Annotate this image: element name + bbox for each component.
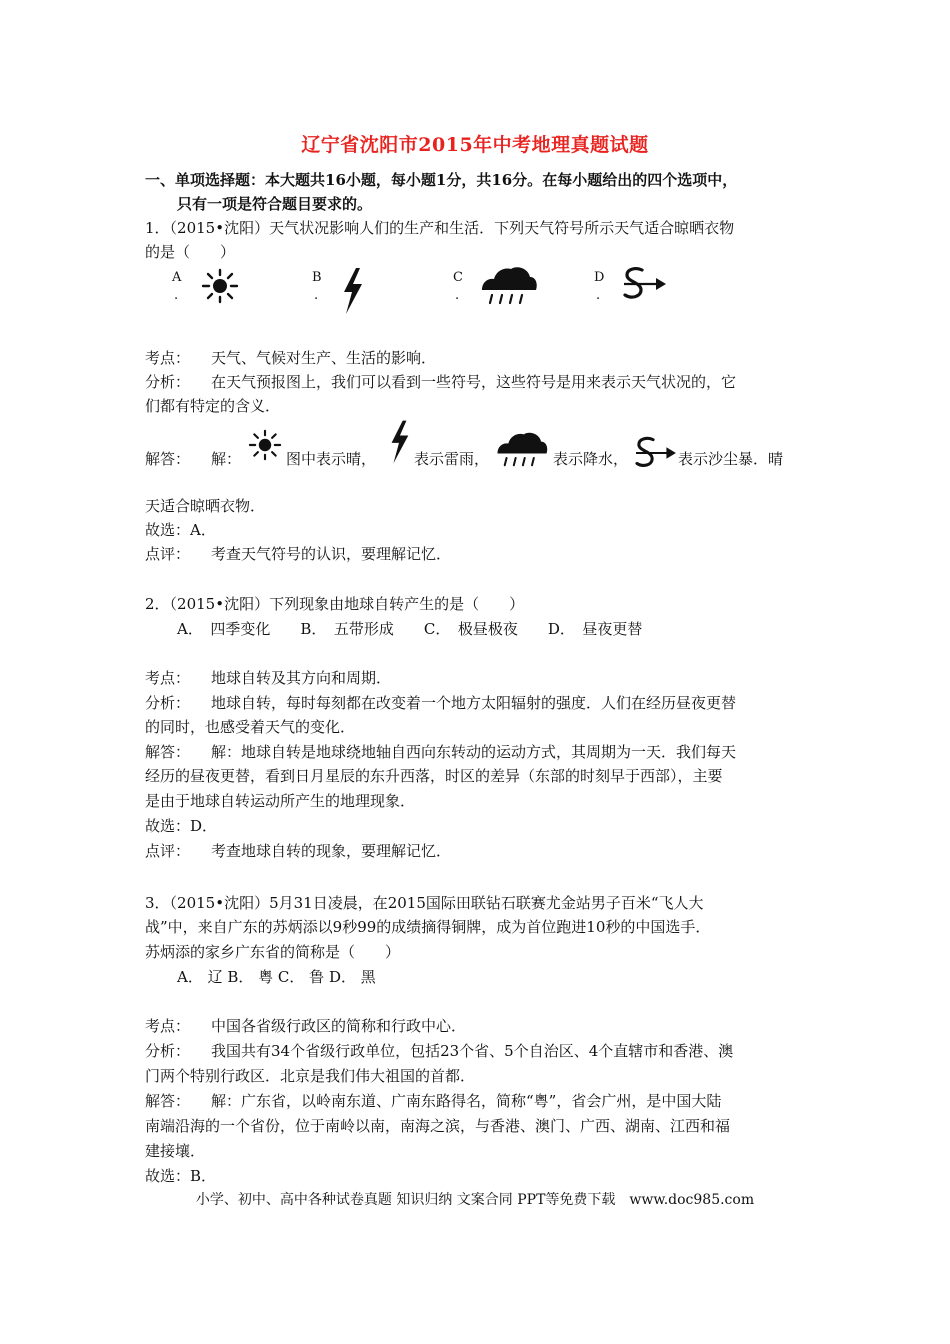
q2-dianping-label: 点评：: [145, 842, 191, 860]
q1-jieda-line2: 天适合晾晒衣物．: [145, 497, 266, 515]
q1-option-d-dot: .: [596, 288, 601, 303]
q2-fenxi: [145, 691, 736, 715]
q3-jieda-line2: 南端沿海的一个省份，位于南岭以南，南海之滨，与香港、澳门、广西、湖南、江西和福: [145, 1117, 731, 1135]
section-heading-line2: 只有一项是符合题目要求的。: [177, 195, 373, 213]
q2-answer: 故选：D．: [145, 817, 218, 835]
q3-stem-line3: 苏炳添的家乡广东省的简称是（ ）: [145, 943, 401, 961]
q2-fenxi-text1: 地球自转，每时每刻都在改变着一个地方太阳辐射的强度．人们在经历昼夜更替: [211, 694, 737, 712]
q1-kaodian-label: 考点：: [145, 349, 191, 367]
q3-jieda-line3: 建接壤．: [145, 1142, 206, 1160]
q1-jieda-thunder-text: 表示雷雨，: [414, 450, 490, 468]
sun-icon: [247, 429, 283, 461]
q1-fenxi: [145, 370, 736, 394]
lightning-icon: [338, 266, 366, 316]
sun-icon: [200, 268, 240, 304]
sandstorm-icon: [632, 434, 678, 472]
q3-answer: 故选：B．: [145, 1167, 217, 1185]
q1-option-c-label: C: [453, 270, 463, 285]
q2-stem: 2．（2015•沈阳）下列现象由地球自转产生的是（ ）: [145, 595, 525, 613]
q1-fenxi-line2: 们都有特定的含义．: [145, 397, 281, 415]
q1-dianping-label: 点评：: [145, 545, 191, 563]
q1-kaodian: [145, 346, 436, 370]
q1-jieda-sun-text: 图中表示晴，: [286, 450, 377, 468]
q3-jieda-text1: 解：广东省，以岭南东道、广南东路得名，简称“粤”，省会广州，是中国大陆: [211, 1092, 722, 1110]
q1-fenxi-text1: 在天气预报图上，我们可以看到一些符号，这些符号是用来表示天气状况的，它: [211, 373, 737, 391]
q1-fenxi-label: 分析：: [145, 373, 191, 391]
q3-jieda-label: 解答：: [145, 1092, 191, 1110]
rain-cloud-icon: [478, 262, 540, 306]
q1-option-c-dot: .: [455, 288, 460, 303]
q3-options: A． 辽 B． 粤 C． 鲁 D． 黑: [177, 968, 376, 986]
q2-fenxi-label: 分析：: [145, 694, 191, 712]
q1-option-d-label: D: [594, 270, 605, 285]
q1-kaodian-text: 天气、气候对生产、生活的影响．: [211, 349, 437, 367]
q3-fenxi-line2: 门两个特别行政区．北京是我们伟大祖国的首都．: [145, 1067, 476, 1085]
q1-answer: 故选：A．: [145, 521, 216, 539]
q1-jieda-sand-text: 表示沙尘暴．晴: [678, 450, 784, 468]
q1-jieda-rain-text: 表示降水，: [553, 450, 629, 468]
q3-stem-line2: 战”中，来自广东的苏炳添以9秒99的成绩摘得铜牌，成为首位跑进10秒的中国选手．: [145, 918, 711, 936]
q3-kaodian-label: 考点：: [145, 1017, 191, 1035]
q2-options: A． 四季变化 B． 五带形成 C． 极昼极夜 D． 昼夜更替: [177, 620, 643, 638]
q1-option-b-label: B: [312, 270, 322, 285]
q2-kaodian-text: 地球自转及其方向和周期．: [211, 669, 392, 687]
q1-option-a-label: A: [172, 270, 182, 285]
q3-jieda: [145, 1089, 721, 1113]
q3-kaodian: [145, 1014, 466, 1038]
q3-fenxi-text1: 我国共有34个省级行政单位，包括23个省、5个自治区、4个直辖市和香港、澳: [211, 1042, 734, 1060]
lightning-icon: [386, 418, 412, 466]
q3-kaodian-text: 中国各省级行政区的简称和行政中心．: [211, 1017, 467, 1035]
rain-cloud-icon: [493, 428, 551, 468]
q1-stem-line1: 1．（2015•沈阳）天气状况影响人们的生产和生活．下列天气符号所示天气适合晾晒衣物: [145, 219, 735, 237]
q2-jieda-line3: 是由于地球自转运动所产生的地理现象．: [145, 792, 416, 810]
q1-jieda: [145, 447, 241, 471]
q1-option-b-dot: .: [314, 288, 319, 303]
q2-jieda: [145, 740, 736, 764]
q3-fenxi-label: 分析：: [145, 1042, 191, 1060]
q1-jieda-jie: 解：: [211, 450, 242, 468]
q2-kaodian: [145, 666, 391, 690]
q2-kaodian-label: 考点：: [145, 669, 191, 687]
q2-jieda-text1: 解：地球自转是地球绕地轴自西向东转动的运动方式，其周期为一天．我们每天: [211, 743, 737, 761]
q3-stem-line1: 3．（2015•沈阳）5月31日凌晨，在2015国际田联钻石联赛尤金站男子百米“飞人大: [145, 894, 704, 912]
q2-jieda-line2: 经历的昼夜更替，看到日月星辰的东升西落，时区的差异（东部的时刻早于西部），主要: [145, 767, 723, 785]
section-heading-line1: 一、单项选择题：本大题共16小题，每小题1分，共16分。在每小题给出的四个选项中，: [145, 171, 738, 189]
q2-jieda-label: 解答：: [145, 743, 191, 761]
page-title: 辽宁省沈阳市2015年中考地理真题试题: [301, 134, 649, 156]
page-footer: 小学、初中、高中各种试卷真题 知识归纳 文案合同 PPT等免费下载 www.doc985.com: [195, 1192, 755, 1208]
q2-fenxi-line2: 的同时，也感受着天气的变化．: [145, 718, 356, 736]
q1-stem-line2: 的是（ ）: [145, 243, 236, 261]
q2-dianping-text: 考查地球自转的现象，要理解记忆．: [211, 842, 452, 860]
sandstorm-icon: [620, 264, 668, 304]
q2-dianping: [145, 839, 451, 863]
q1-jieda-label: 解答：: [145, 450, 191, 468]
q1-dianping: [145, 542, 451, 566]
q3-fenxi: [145, 1039, 733, 1063]
q1-dianping-text: 考查天气符号的认识，要理解记忆．: [211, 545, 452, 563]
q1-option-a-dot: .: [174, 288, 179, 303]
